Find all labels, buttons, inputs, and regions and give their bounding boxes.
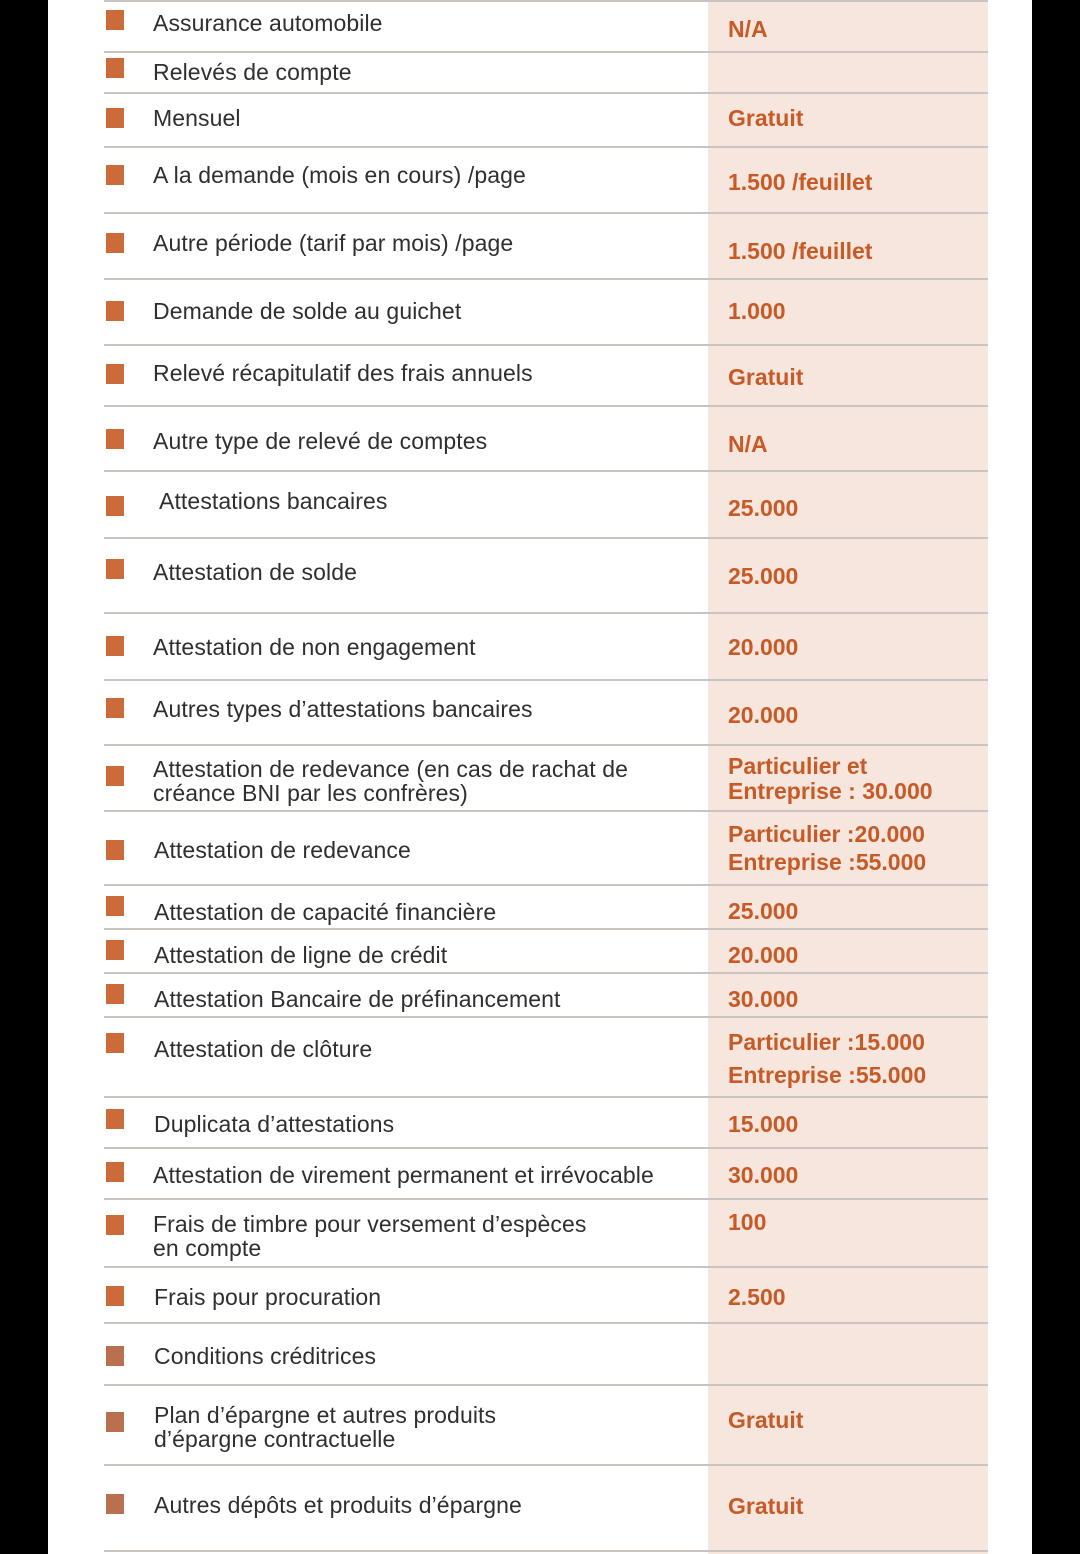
table-row: [104, 214, 988, 280]
row-value: 30.000: [728, 986, 799, 1012]
row-value: N/A: [728, 16, 768, 42]
table-row: [104, 746, 988, 812]
table-row: [104, 148, 988, 214]
bullet-square-icon: [106, 108, 124, 128]
row-label: Demande de solde au guichet: [153, 298, 462, 324]
table-row: [104, 0, 988, 53]
row-label-continued: d’épargne contractuelle: [154, 1426, 396, 1452]
bullet-square-icon: [106, 165, 124, 185]
table-row: [104, 280, 988, 346]
row-value-continued: Entreprise :55.000: [728, 849, 927, 875]
row-label: Autre période (tarif par mois) /page: [153, 230, 514, 256]
row-label: Autres types d’attestations bancaires: [153, 696, 533, 722]
row-label: Autre type de relevé de comptes: [153, 428, 488, 454]
table-row: [104, 1466, 988, 1552]
bullet-square-icon: [106, 1033, 124, 1053]
row-label-continued: créance BNI par les confrères): [153, 780, 468, 806]
row-value: Particulier :15.000: [728, 1029, 925, 1055]
row-label: Assurance automobile: [153, 10, 383, 36]
bullet-square-icon: [106, 233, 124, 253]
row-label-continued: en compte: [153, 1235, 262, 1261]
row-value: Gratuit: [728, 1493, 804, 1519]
row-label: Autres dépôts et produits d’épargne: [154, 1492, 522, 1518]
row-value: Gratuit: [728, 1407, 804, 1433]
bullet-square-icon: [106, 1494, 124, 1514]
bullet-square-icon: [106, 58, 124, 78]
row-label: Attestation de non engagement: [153, 634, 476, 660]
row-label: Attestation Bancaire de préfinancement: [154, 986, 561, 1012]
row-label: Frais pour procuration: [154, 1284, 382, 1310]
bullet-square-icon: [106, 940, 124, 960]
table-row: [104, 346, 988, 407]
row-label: Frais de timbre pour versement d’espèces: [153, 1211, 587, 1237]
bullet-square-icon: [106, 10, 124, 30]
table-row: [104, 94, 988, 148]
row-value-continued: Entreprise :55.000: [728, 1062, 927, 1088]
row-value-continued: Entreprise : 30.000: [728, 778, 933, 804]
bullet-square-icon: [106, 1109, 124, 1129]
table-row: [104, 1098, 988, 1149]
bullet-square-icon: [106, 364, 124, 384]
row-label: Conditions créditrices: [154, 1343, 377, 1369]
bullet-square-icon: [106, 896, 124, 916]
bullet-square-icon: [106, 636, 124, 656]
table-row: [104, 930, 988, 974]
table-row: [104, 1018, 988, 1098]
row-label: Relevé récapitulatif des frais annuels: [153, 360, 533, 386]
table-row: [104, 974, 988, 1018]
row-value: 25.000: [728, 563, 799, 589]
table-row: [104, 407, 988, 472]
bullet-square-icon: [106, 496, 124, 516]
bullet-square-icon: [106, 559, 124, 579]
table-row: [104, 539, 988, 614]
row-value: 15.000: [728, 1111, 799, 1137]
row-value: Particulier :20.000: [728, 821, 925, 847]
row-label: A la demande (mois en cours) /page: [153, 162, 526, 188]
row-value: 20.000: [728, 942, 799, 968]
row-label: Duplicata d’attestations: [154, 1111, 395, 1137]
row-value: 2.500: [728, 1284, 786, 1310]
row-value: N/A: [728, 431, 768, 457]
bullet-square-icon: [106, 766, 124, 786]
row-value: 25.000: [728, 495, 799, 521]
table-row: [104, 472, 988, 539]
table-row: [104, 1386, 988, 1466]
row-value: 1.500 /feuillet: [728, 169, 873, 195]
bullet-square-icon: [106, 698, 124, 718]
row-value: 100: [728, 1209, 767, 1235]
fee-schedule-page: [48, 0, 1032, 1554]
row-label: Attestation de solde: [153, 559, 358, 585]
row-label: Attestation de capacité financière: [154, 899, 497, 925]
table-row: [104, 1268, 988, 1324]
table-row: [104, 1324, 988, 1386]
row-label: Attestation de ligne de crédit: [154, 942, 448, 968]
row-value: Gratuit: [728, 364, 804, 390]
bullet-square-icon: [106, 1346, 124, 1366]
row-label: Attestation de redevance (en cas de rachat de: [153, 756, 629, 782]
row-value: 20.000: [728, 702, 799, 728]
bullet-square-icon: [106, 1286, 124, 1306]
row-value: 1.500 /feuillet: [728, 238, 873, 264]
row-label: Plan d’épargne et autres produits: [154, 1402, 497, 1428]
row-label: Attestation de clôture: [154, 1036, 373, 1062]
table-row: [104, 614, 988, 681]
row-label: Mensuel: [153, 105, 241, 131]
row-label: Attestation de redevance: [154, 837, 411, 863]
bullet-square-icon: [106, 1162, 124, 1182]
row-label: Relevés de compte: [153, 59, 352, 85]
bullet-square-icon: [106, 301, 124, 321]
bullet-square-icon: [106, 1412, 124, 1432]
bullet-square-icon: [106, 984, 124, 1004]
table-row: [104, 1149, 988, 1200]
table-row: [104, 51, 988, 94]
bullet-square-icon: [106, 1215, 124, 1235]
bullet-square-icon: [106, 429, 124, 449]
row-value: 30.000: [728, 1162, 799, 1188]
row-label: Attestations bancaires: [159, 488, 388, 514]
table-row: [104, 886, 988, 930]
row-value: 1.000: [728, 298, 786, 324]
row-label: Attestation de virement permanent et irrévocable: [153, 1162, 654, 1188]
row-value: 20.000: [728, 634, 799, 660]
table-row: [104, 681, 988, 746]
table-row: [104, 1200, 988, 1268]
table-row: [104, 812, 988, 886]
row-value: 25.000: [728, 898, 799, 924]
row-value: Particulier et: [728, 753, 868, 779]
bullet-square-icon: [106, 840, 124, 860]
row-value: Gratuit: [728, 105, 804, 131]
